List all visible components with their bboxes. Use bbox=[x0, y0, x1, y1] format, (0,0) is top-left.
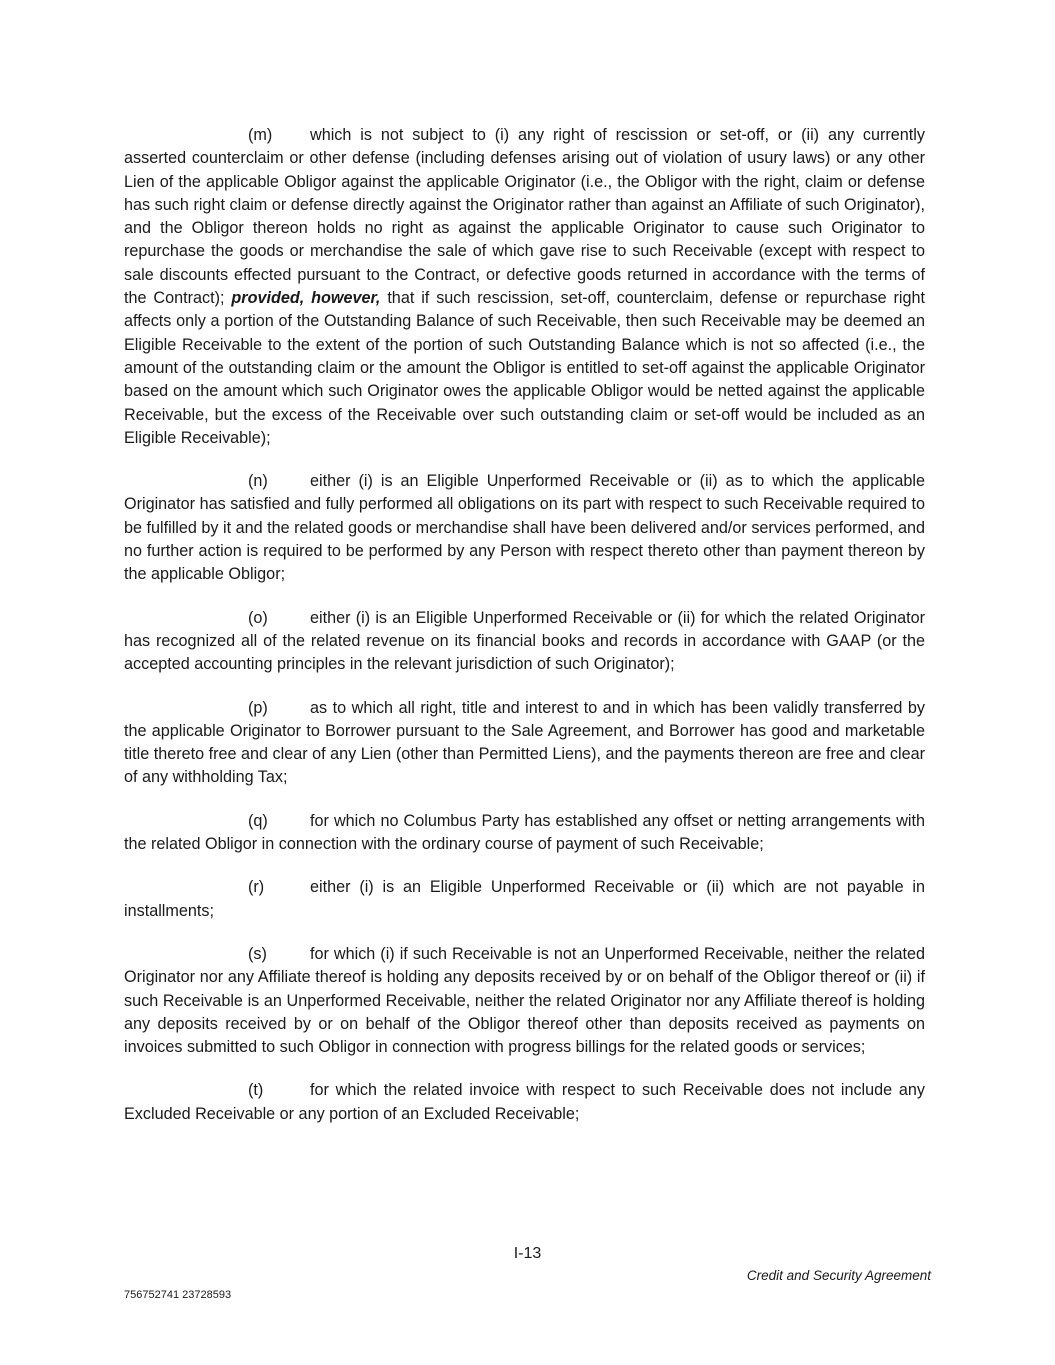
clause-text: either (i) is an Eligible Unperformed Receivable or (ii) which are not payable in installments; bbox=[124, 878, 925, 920]
clause-label: (s) bbox=[248, 944, 267, 963]
clause-label: (o) bbox=[248, 608, 268, 627]
clause-q bbox=[124, 810, 925, 857]
clause-p bbox=[124, 697, 925, 790]
clause-text: either (i) is an Eligible Unperformed Receivable or (ii) for which the related Originator has recognized all of the related revenue on its financial books and records in accordance with GAAP (or the accepted accounting principles in the relevant jurisdiction of such Originator); bbox=[124, 608, 925, 674]
clause-label: (t) bbox=[248, 1081, 264, 1100]
clause-text: for which no Columbus Party has established any offset or netting arrangements with the related Obligor in connection with the ordinary course of payment of such Receivable; bbox=[124, 811, 925, 854]
clause-text: which is not subject to (i) any right of rescission or set-off, or (ii) any currently asserted counterclaim or other defense (including defenses arising out of violation of usury laws) or any other Lien of the applicable Obligor against the applicable Originator (i.e., the Obligor with the right, claim or defense has such right claim or defense directly against the Originator rather than against an Affiliate of such Originator), and the Obligor thereon holds no right as against the applicable Originator to cause such Originator to repurchase the goods or merchandise the sale of which gave rise to such Receivable (except with respect to sale discounts effected pursuant to the Contract, or defective goods returned in accordance with the terms of the Contract); bbox=[124, 126, 925, 308]
document-body bbox=[124, 124, 925, 1146]
clause-label: (m) bbox=[248, 126, 273, 144]
clause-t bbox=[124, 1079, 925, 1126]
clause-label: (p) bbox=[248, 698, 268, 717]
clause-label: (r) bbox=[248, 878, 265, 897]
document-id: 756752741 23728593 bbox=[124, 1289, 232, 1301]
clause-label: (q) bbox=[248, 811, 268, 830]
clause-label: (n) bbox=[248, 472, 268, 491]
footer-document-title: Credit and Security Agreement bbox=[746, 1268, 931, 1283]
page-number: I-13 bbox=[513, 1245, 542, 1262]
clause-text: for which (i) if such Receivable is not an Unperformed Receivable, neither the related Originator nor any Affiliate thereof is holding any deposits received by or on behalf of the Obligor thereof or (ii) if such Receivable is an Unperformed Receivable, neither the related Originator nor any Affiliate thereof is holding any deposits received by or on behalf of the Obligor thereof other than deposits received as payments on invoices submitted to such Obligor in connection with progress billings for the related goods or services; bbox=[124, 944, 925, 1057]
clause-o bbox=[124, 607, 925, 677]
clause-text-after: that if such rescission, set-off, counterclaim, defense or repurchase right affects only a portion of the Outstanding Balance of such Receivable, then such Receivable may be deemed an Eligible Receivable to the extent of the portion of such Outstanding Balance which is not so affected (i.e., the amount of the outstanding claim or the amount the Obligor is entitled to set-off against the applicable Originator based on the amount which such Originator owes the applicable Obligor would be netted against the applicable Receivable, but the excess of the Receivable over such outstanding claim or set-off would be included as an Eligible Receivable); bbox=[124, 289, 926, 447]
clause-text: as to which all right, title and interest to and in which has been validly transferred by the applicable Originator to Borrower pursuant to the Sale Agreement, and Borrower has good and marketable title thereto free and clear of any Lien (other than Permitted Liens), and the payments thereon are free and clear of any withholding Tax; bbox=[124, 698, 925, 787]
clause-m bbox=[124, 124, 925, 450]
clause-emphasis: provided, however, bbox=[231, 289, 381, 308]
clause-text: either (i) is an Eligible Unperformed Receivable or (ii) as to which the applicable Originator has satisfied and fully performed all obligations on its part with respect to such Receivable required to be fulfilled by it and the related goods or merchandise shall have been delivered and/or services performed, and no further action is required to be performed by any Person with respect thereto other than payment thereon by the applicable Obligor; bbox=[124, 472, 925, 584]
clause-n bbox=[124, 470, 925, 586]
clause-r bbox=[124, 876, 925, 923]
clause-s bbox=[124, 943, 925, 1059]
clause-text: for which the related invoice with respect to such Receivable does not include any Excluded Receivable or any portion of an Excluded Receivable; bbox=[124, 1081, 925, 1123]
